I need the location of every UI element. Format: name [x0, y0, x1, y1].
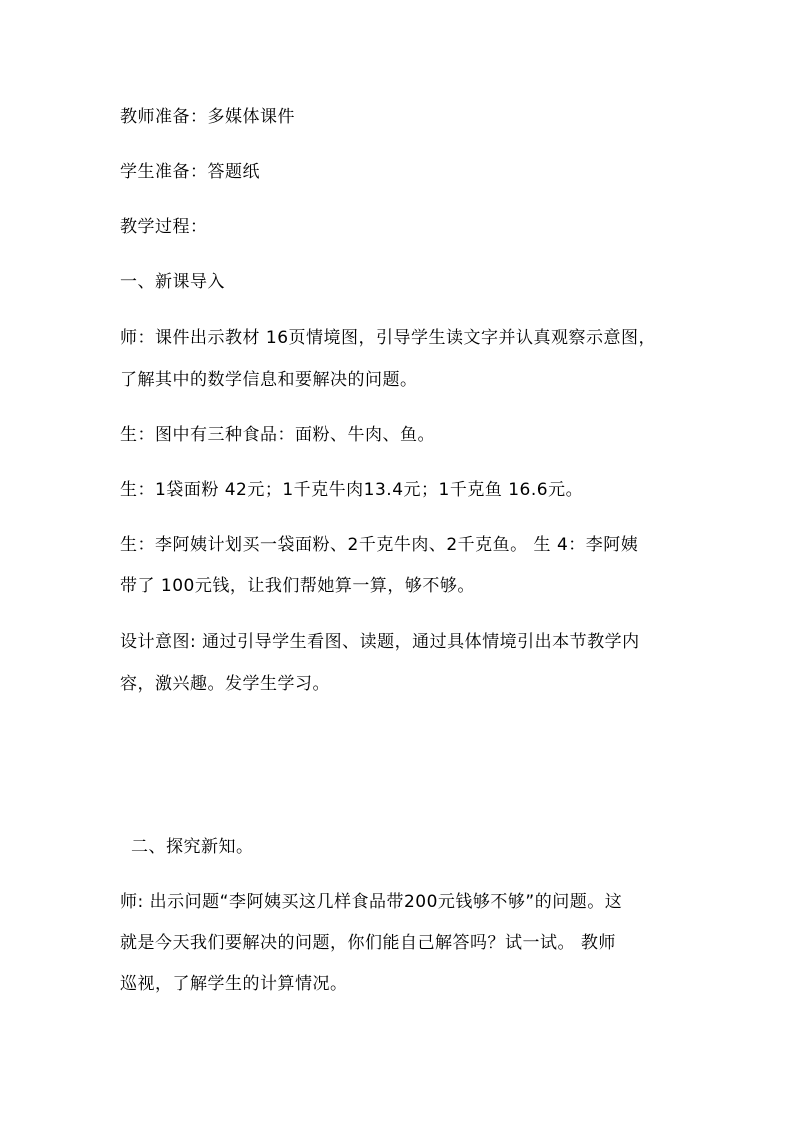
design-intent-line: 容，激兴趣。发学生学习。 [120, 674, 330, 694]
paragraph-line: 巡视，了解学生的计算情况。 [120, 974, 348, 994]
student-prep-line: 学生准备：答题纸 [120, 162, 260, 182]
paragraph-line: 了解其中的数学信息和要解决的问题。 [120, 370, 418, 390]
section-two-heading: 二、探究新知。 [131, 837, 254, 857]
paragraph-line: 生：李阿姨计划买一袋面粉、2千克牛肉、2千克鱼。 生 4：李阿姨 [120, 535, 639, 555]
design-intent-line: 设计意图: 通过引导学生看图、读题，通过具体情境引出本节教学内 [120, 632, 640, 652]
paragraph-line: 带了 100元钱，让我们帮她算一算，够不够。 [120, 576, 475, 596]
teaching-process-heading: 教学过程： [120, 217, 208, 237]
paragraph-line: 生：1袋面粉 42元；1千克牛肉13.4元；1千克鱼 16.6元。 [120, 480, 584, 500]
paragraph-line: 就是今天我们要解决的问题，你们能自己解答吗？试一试。 教师 [120, 933, 616, 953]
paragraph-line: 生：图中有三种食品：面粉、牛肉、鱼。 [120, 425, 435, 445]
section-one-heading: 一、新课导入 [120, 272, 225, 292]
paragraph-line: 师: 出示问题“李阿姨买这几样食品带200元钱够不够”的问题。这 [120, 892, 623, 912]
teacher-prep-line: 教师准备：多媒体课件 [120, 107, 295, 127]
paragraph-line: 师：课件出示教材 16页情境图，引导学生读文字并认真观察示意图， [120, 328, 657, 348]
